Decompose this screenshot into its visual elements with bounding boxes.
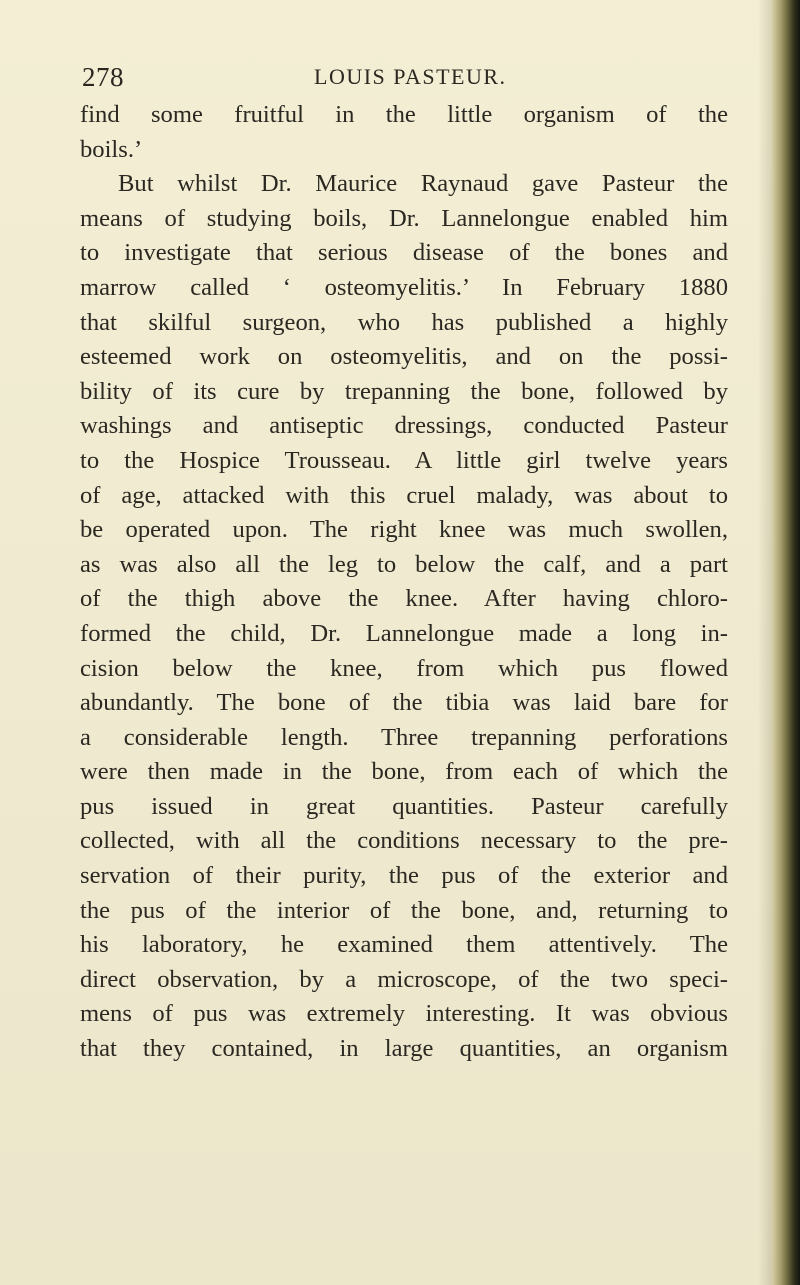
running-head: LOUIS PASTEUR.: [314, 64, 507, 89]
text-line: of the thigh above the knee. After having chloro-: [80, 585, 728, 613]
text-line: of age, attacked with this cruel malady, was about to: [80, 481, 728, 509]
text-line: pus issued in great quantities. Pasteur carefully: [80, 792, 728, 820]
text-line: But whilst Dr. Maurice Raynaud gave Pasteur the: [118, 170, 728, 198]
text-line: collected, with all the conditions necessary to the pre-: [80, 827, 728, 855]
text-line: means of studying boils, Dr. Lannelongue enabled him: [80, 204, 728, 232]
text-line: abundantly. The bone of the tibia was laid bare for: [80, 689, 728, 717]
text-line: the pus of the interior of the bone, and, returning to: [80, 896, 728, 924]
text-line: mens of pus was extremely interesting. It was obvious: [80, 1000, 728, 1028]
binding-edge: [772, 0, 800, 1285]
text-line: marrow called ‘ osteomyelitis.’ In February 1880: [80, 273, 728, 301]
binding-shadow: [758, 0, 772, 1285]
text-line: that skilful surgeon, who has published a highly: [80, 308, 728, 336]
body-text: [80, 98, 728, 1067]
text-line: to investigate that serious disease of the bones and: [80, 239, 728, 267]
text-line: find some fruitful in the little organism of the: [80, 101, 728, 128]
text-line: as was also all the leg to below the calf, and a part: [80, 550, 728, 578]
text-line: his laboratory, he examined them attentively. The: [80, 931, 728, 959]
text-line: were then made in the bone, from each of which the: [80, 758, 728, 786]
text-line: cision below the knee, from which pus flowed: [80, 654, 728, 682]
text-line: that they contained, in large quantities, an organism: [80, 1035, 728, 1063]
text-line: servation of their purity, the pus of the exterior and: [80, 862, 728, 890]
text-line: be operated upon. The right knee was much swollen,: [80, 516, 728, 544]
text-line: boils.’: [80, 135, 143, 163]
text-line: esteemed work on osteomyelitis, and on the possi-: [80, 343, 728, 371]
text-line: formed the child, Dr. Lannelongue made a long in-: [80, 619, 728, 647]
text-line: a considerable length. Three trepanning perforations: [80, 723, 728, 751]
text-line: washings and antiseptic dressings, conducted Pasteur: [80, 412, 728, 440]
page-header: [82, 62, 732, 102]
text-line: bility of its cure by trepanning the bone, followed by: [80, 377, 728, 405]
text-line: direct observation, by a microscope, of the two speci-: [80, 965, 728, 993]
text-line: to the Hospice Trousseau. A little girl twelve years: [80, 446, 728, 474]
page-number: 278: [82, 62, 124, 92]
